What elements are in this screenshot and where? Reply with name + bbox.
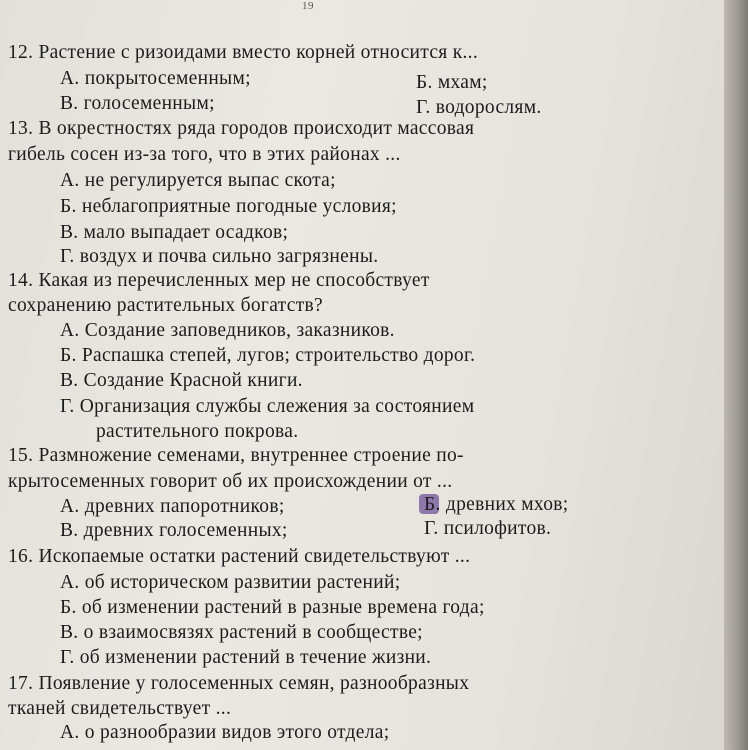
- question-14-line-2: сохранению растительных богатств?: [8, 295, 323, 316]
- question-15-option-a: А. древних папоротников;: [60, 496, 285, 517]
- question-13-option-v: В. мало выпадает осадков;: [60, 222, 289, 243]
- question-12-option-v: В. голосеменным;: [60, 93, 215, 114]
- question-15-option-b: Б. древних мхов;: [424, 494, 569, 515]
- question-16-option-b: Б. об изменении растений в разные времена года;: [60, 597, 485, 618]
- question-12: 12. Растение с ризоидами вместо корней относится к...: [8, 42, 479, 63]
- question-17-line-1: 17. Появление у голосеменных семян, разнообразных: [8, 673, 470, 694]
- question-13-line-2: гибель сосен из-за того, что в этих районах ...: [8, 144, 401, 165]
- question-14-line-1: 14. Какая из перечисленных мер не способствует: [8, 270, 430, 291]
- question-17-option-a: А. о разнообразии видов этого отдела;: [60, 722, 390, 743]
- question-14-option-b: Б. Распашка степей, лугов; строительство дорог.: [60, 345, 476, 366]
- page-number: 19: [302, 0, 314, 12]
- question-16-option-g: Г. об изменении растений в течение жизни.: [60, 647, 432, 668]
- question-15-option-v: В. древних голосеменных;: [60, 520, 288, 541]
- question-12-option-a: А. покрытосеменным;: [60, 68, 251, 89]
- question-16-option-v: В. о взаимосвязях растений в сообществе;: [60, 622, 423, 643]
- question-13-option-g: Г. воздух и почва сильно загрязнены.: [60, 246, 379, 267]
- question-14-option-g-line-2: растительного покрова.: [96, 421, 299, 442]
- question-15-line-2: крытосеменных говорит об их происхождении от ...: [8, 471, 453, 492]
- question-13-option-b: Б. неблагоприятные погодные условия;: [60, 196, 397, 217]
- question-13-option-a: А. не регулируется выпас скота;: [60, 170, 336, 191]
- question-16-option-a: А. об историческом развитии растений;: [60, 572, 401, 593]
- book-spine-shadow: [724, 0, 748, 750]
- question-12-option-b: Б. мхам;: [416, 72, 488, 93]
- question-16: 16. Ископаемые остатки растений свидетельствуют ...: [8, 546, 471, 567]
- question-14-option-v: В. Создание Красной книги.: [60, 370, 303, 391]
- question-14-option-g-line-1: Г. Организация службы слежения за состоянием: [60, 396, 475, 417]
- question-15-line-1: 15. Размножение семенами, внутреннее строение по-: [8, 445, 464, 466]
- question-14-option-a: А. Создание заповедников, заказников.: [60, 320, 395, 341]
- question-17-line-2: тканей свидетельствует ...: [8, 698, 232, 719]
- question-13-line-1: 13. В окрестностях ряда городов происходит массовая: [8, 118, 475, 139]
- question-15-option-g: Г. псилофитов.: [424, 518, 552, 539]
- question-12-option-g: Г. водорослям.: [416, 97, 542, 118]
